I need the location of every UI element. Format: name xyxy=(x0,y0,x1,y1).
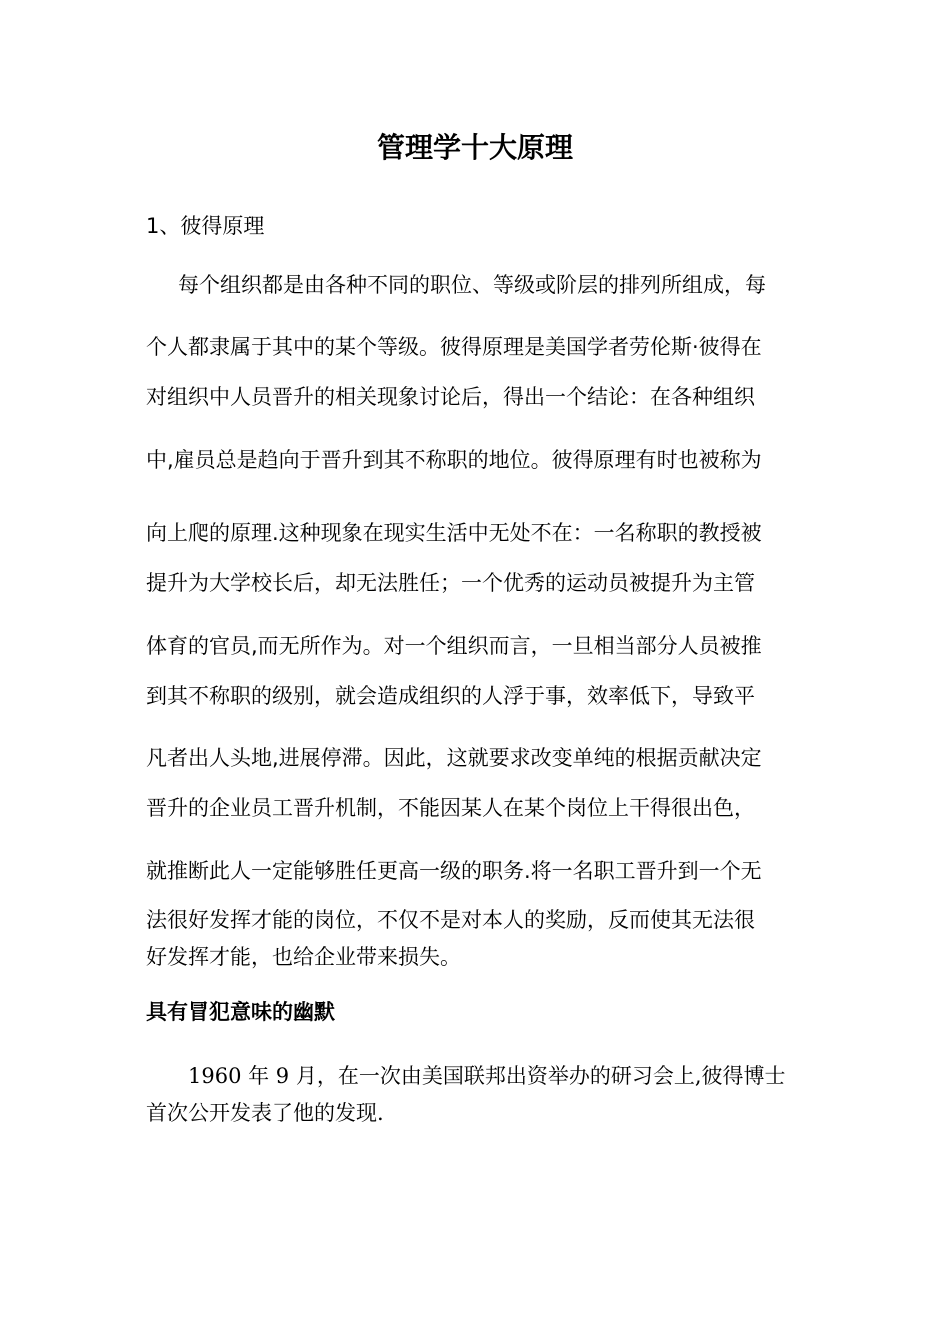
paragraph-line: 1960 年 9 月，在一次由美国联邦出资举办的研习会上,彼得博士 xyxy=(188,1064,786,1088)
paragraph-line: 对组织中人员晋升的相关现象讨论后，得出一个结论：在各种组织 xyxy=(146,385,755,409)
paragraph-line: 向上爬的原理.这种现象在现实生活中无处不在：一名称职的教授被 xyxy=(146,521,762,545)
paragraph-line: 体育的官员,而无所作为。对一个组织而言，一旦相当部分人员被推 xyxy=(146,634,762,658)
paragraph-line: 好发挥才能，也给企业带来损失。 xyxy=(146,945,461,969)
paragraph-line: 凡者出人头地,进展停滞。因此，这就要求改变单纯的根据贡献决定 xyxy=(146,746,762,770)
paragraph-line: 晋升的企业员工晋升机制，不能因某人在某个岗位上干得很出色， xyxy=(146,796,755,820)
section-heading: 1、彼得原理 xyxy=(146,214,265,238)
paragraph-line: 提升为大学校长后，却无法胜任；一个优秀的运动员被提升为主管 xyxy=(146,571,755,595)
paragraph-line: 个人都隶属于其中的某个等级。彼得原理是美国学者劳伦斯·彼得在 xyxy=(146,335,762,359)
paragraph-line: 到其不称职的级别，就会造成组织的人浮于事，效率低下，导致平 xyxy=(146,684,755,708)
document-title: 管理学十大原理 xyxy=(376,131,573,164)
paragraph-line: 首次公开发表了他的发现. xyxy=(146,1101,384,1125)
subheading: 具有冒犯意味的幽默 xyxy=(146,1000,335,1024)
paragraph-line: 法很好发挥才能的岗位，不仅不是对本人的奖励，反而使其无法很 xyxy=(146,908,755,932)
paragraph-line: 每个组织都是由各种不同的职位、等级或阶层的排列所组成，每 xyxy=(178,273,766,297)
paragraph-line: 中,雇员总是趋向于晋升到其不称职的地位。彼得原理有时也被称为 xyxy=(146,448,762,472)
paragraph-line: 就推断此人一定能够胜任更高一级的职务.将一名职工晋升到一个无 xyxy=(146,859,762,883)
